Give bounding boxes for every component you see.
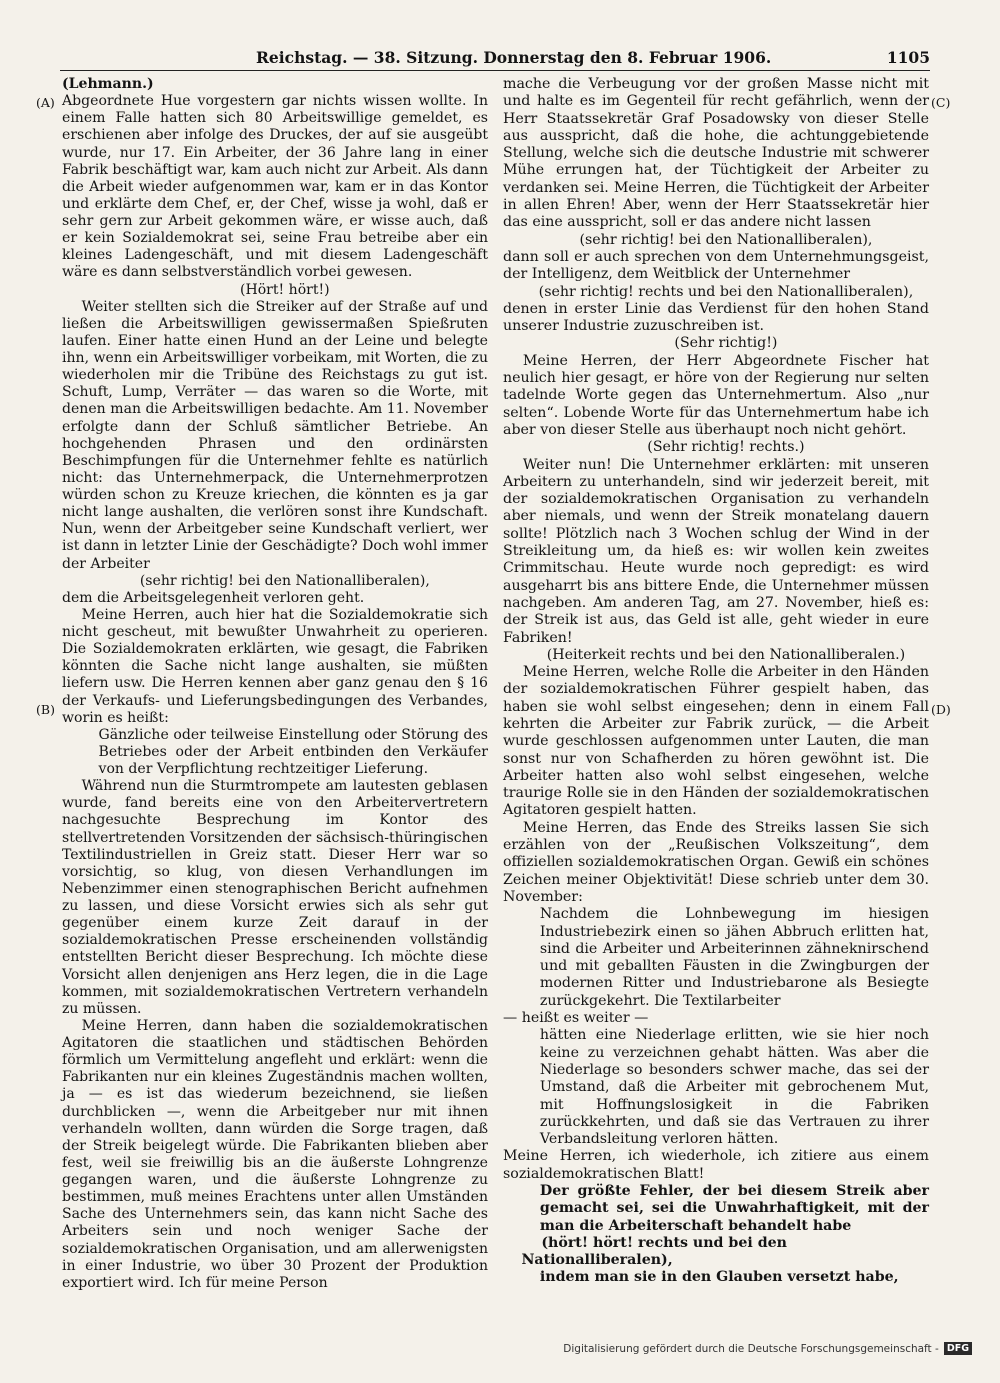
paragraph: — heißt es weiter — xyxy=(503,1010,649,1027)
page-header xyxy=(60,48,930,72)
quotation: Der größte Fehler, der bei diesem Streik aber gemacht sei, sei die Unwahrhaftigkeit, mit der man die Arbeiterschaft behandelt habe xyxy=(539,1183,929,1234)
margin-marker-a: (A) xyxy=(36,95,55,110)
paragraph: Weiter nun! Die Unternehmer erklärten: mit unseren Arbeitern zu unterhandeln, sind wir jederzeit bereit, mit der sozialdemokratischen Organisation zu verhandeln aber niemals, und wenn der Streik monatelang dauern sollte! Plötzlich nach 3 Wochen schlug der Wind in der Streikleitung um, da hieß es: wir wollen kein zweites Crimmitschau. Heute wurde noch gepredigt: es wird ausgeharrt bis ans bittere Ende, die Unternehmer müssen nachgeben. Am anderen Tag, am 27. November, hieß es: der Streik ist aus, das Geld ist alle, geht wieder in eure Fabriken! xyxy=(503,456,929,646)
margin-marker-d: (D) xyxy=(931,702,951,717)
paragraph: denen in erster Linie das Verdienst für den hohen Stand unserer Industrie zuzuschreiben ist. xyxy=(503,300,929,335)
header-rule xyxy=(60,70,930,71)
quotation: Gänzliche oder teilweise Einstellung oder Störung des Betriebes oder der Arbeit entbinden den Verkäufer von der Verpflichtung rechtzeitiger Lieferung. xyxy=(98,726,488,777)
paragraph: Weiter stellten sich die Streiker auf der Straße auf und ließen die Arbeitswilligen gewissermaßen Spießruten laufen. Einer hatte einen Hund an der Leine und belegte ihn, wenn ein Arbeitswilliger vorbeikam, mit Worten, die zu wiederholen mir die Tribüne des Reichstags zu gut ist. Schuft, Lump, Verräter — das waren so die Worte, mit denen man die Arbeitswilligen bedachte. Am 11. November erfolgte dann der Schluß sämtlicher Betriebe. An hochgehenden Phrasen und den ordinärsten Beschimpfungen für die Unternehmer fehlte es natürlich nicht: das Unternehmerpack, die Unternehmerprotzen würden schon zu Kreuze kriechen, die könnten es ja gar nicht lange aushalten, die verlören sonst ihre Kundschaft. Nun, wenn der Arbeitgeber seine Kundschaft verliert, wer ist dann in letzter Linie der Geschädigte? Doch wohl immer der Arbeiter xyxy=(62,298,488,572)
paragraph: dem die Arbeitsgelegenheit verloren geht. xyxy=(62,589,365,606)
paragraph: Abgeordnete Hue vorgestern gar nichts wissen wollte. In einem Falle hatten sich 80 Arbeitswillige gemeldet, es erschienen aber infolge des Druckes, der auf sie ausgeübt wurde, nur 17. Ein Arbeiter, der 36 Jahre lang in einer Fabrik beschäftigt war, kam auch nicht zur Arbeit. Als dann die Arbeit wieder aufgenommen war, kam er in das Kontor und erklärte dem Chef, er, der Chef, wisse ja wohl, daß er sehr gern zur Arbeit gekommen wäre, er wisse auch, daß er kein Sozialdemokrat sei, seine Frau betreibe aber ein kleines Ladengeschäft, und mit diesem Ladengeschäft wäre es dann selbstverständlich vorbei gewesen. xyxy=(62,93,488,281)
paragraph: Meine Herren, der Herr Abgeordnete Fischer hat neulich hier gesagt, er höre von der Regierung nur selten tadelnde Worte gegen das Unternehmertum. Also „nur selten“. Lobende Worte für das Unternehmertum habe ich aber von dieser Stelle aus überhaupt noch nicht gehört. xyxy=(503,352,929,438)
paragraph: dann soll er auch sprechen von dem Unternehmungsgeist, der Intelligenz, dem Weitblick der Unternehmer xyxy=(503,248,929,283)
quotation: Nachdem die Lohnbewegung im hiesigen Industriebezirk einen so jähen Abbruch erlitten hat, sind die Arbeiter und Arbeiterinnen zähneknirschend und mit geballten Fäusten in die Zwingburgen der modernen Ritter und Industriebarone als Besiegte zurückgekehrt. Die Textilarbeiter xyxy=(539,906,929,1009)
right-column xyxy=(503,76,929,1287)
paragraph: Meine Herren, ich wiederhole, ich zitiere aus einem sozialdemokratischen Blatt! xyxy=(503,1148,929,1182)
quotation: indem man sie in den Glauben versetzt habe, xyxy=(539,1269,899,1286)
footer-text: Digitalisierung gefördert durch die Deutsche Forschungsgemeinschaft - xyxy=(563,1342,939,1355)
quotation: hätten eine Niederlage erlitten, wie sie hier noch keine zu verzeichnen gehabt hätten. Was aber die Niederlage so besonders schwer mache, das sei der Umstand, daß die Arbeiter mit gebrochenem Mut, mit Hoffnungslosigkeit in die Fabriken zurückkehrten, und daß sie das Vertrauen zu ihrer Verbandsleitung verloren hätten. xyxy=(539,1027,929,1148)
paragraph: mache die Verbeugung vor der großen Masse nicht mit und halte es im Gegenteil für recht gefährlich, wenn der Herr Staatssekretär Graf Posadowsky von dieser Stelle aus ausspricht, daß die hohe, die achtunggebietende Stellung, welche sich die deutsche Industrie mit schwerer Mühe errungen hat, der Tüchtigkeit der Arbeiter zu verdanken sei. Meine Herren, die Tüchtigkeit der Arbeiter in allen Ehren! Aber, wenn der Herr Staatssekretär hier das eine ausspricht, soll er das andere nicht lassen xyxy=(503,76,929,231)
paragraph: Während nun die Sturmtrompete am lautesten geblasen wurde, fand bereits eine von den Arbeitervertretern nachgesuchte Besprechung im Kontor des stellvertretenden Vorsitzenden der sächsisch-thüringischen Textilindustriellen in Greiz statt. Dieser Herr war so vorsichtig, so klug, von diesen Verhandlungen im Nebenzimmer einen stenographischen Bericht aufnehmen zu lassen, und diese Vorsicht erwies sich als sehr gut gegenüber einem kurze Zeit darauf in der sozialdemokratischen Presse erscheinenden vollständig entstellten Bericht dieser Besprechung. Ich möchte diese Vorsicht allen denjenigen ans Herz legen, die in die Lage kommen, mit sozialdemokratischen Vertretern verhandeln zu müssen. xyxy=(62,778,488,1017)
paragraph: Meine Herren, dann haben die sozialdemokratischen Agitatoren die staatlichen und städtischen Behörden förmlich um Vermittelung angefleht und erklärt: wenn die Fabrikanten nur ein kleines Zugeständnis machen wollten, ja — es ist das wiederum bezeichnend, sie ließen durchblicken —, wenn die Arbeitgeber nur mit ihnen verhandeln wollten, dann würden die Sorge tragen, daß der Streik beigelegt würde. Die Fabrikanten blieben aber fest, weil sie freiwillig bis an die äußerste Lohngrenze gegangen waren, und die äußerste Lohngrenze zu bestimmen, muß meines Erachtens unter allen Umständen Sache des Unternehmers sein, das kann nicht Sache des Arbeiters sein und noch weniger Sache der sozialdemokratischen Organisation, und am allerwenigsten in einer Industrie, wo über 30 Prozent der Produktion exportiert wird. Ich für meine Person xyxy=(62,1017,488,1291)
interjection: (sehr richtig! bei den Nationalliberalen), xyxy=(139,572,430,589)
interjection: (Sehr richtig! rechts.) xyxy=(647,439,805,456)
paragraph: Meine Herren, welche Rolle die Arbeiter in den Händen der sozialdemokratischen Führer gespielt haben, das haben sie wohl selbst eingesehen; denn in einem Fall kehrten die Arbeiter zur Fabrik zurück, — die Arbeit wurde geschlossen aufgenommen unter Lauten, die man sonst nur von Schafherden zu hören gewöhnt ist. Die Arbeiter hatten also wohl selbst eingesehen, welche traurige Rolle sie in den Händen der sozialdemokratischen Agitatoren gespielt hatten. xyxy=(503,664,929,819)
digitization-footer xyxy=(563,1342,972,1355)
margin-marker-c: (C) xyxy=(931,95,951,110)
dfg-logo: DFG xyxy=(944,1342,972,1355)
running-head: Reichstag. — 38. Sitzung. Donnerstag den 8. Februar 1906. xyxy=(256,48,772,67)
page-number: 1105 xyxy=(886,48,930,67)
interjection: (sehr richtig! bei den Nationalliberalen), xyxy=(579,231,873,248)
interjection: (Sehr richtig!) xyxy=(674,335,778,352)
margin-marker-b: (B) xyxy=(36,702,55,717)
paragraph: Meine Herren, auch hier hat die Sozialdemokratie sich nicht gescheut, mit bewußter Unwahrheit zu operieren. Die Sozialdemokraten erklärten, wie gesagt, die Fabriken könnten die Sache nicht lange aushalten, sie müßten liefern usw. Die Herren kennen aber ganz genau den § 16 der Verkaufs- und Lieferungsbedingungen des Verbandes, worin es heißt: xyxy=(62,606,488,726)
interjection: (Hört! hört!) xyxy=(240,281,330,298)
interjection: (hört! hört! rechts und bei den Nationalliberalen), xyxy=(521,1234,787,1269)
left-column xyxy=(62,76,488,1292)
interjection: (Heiterkeit rechts und bei den Nationalliberalen.) xyxy=(546,646,906,663)
interjection: (sehr richtig! rechts und bei den Nationalliberalen), xyxy=(538,283,914,300)
speaker-name: (Lehmann.) xyxy=(62,76,154,92)
paragraph: Meine Herren, das Ende des Streiks lassen Sie sich erzählen von der „Reußischen Volkszeitung“, dem offiziellen sozialdemokratischen Organ. Gewiß ein schönes Zeichen meiner Objektivität! Diese schrieb unter dem 30. November: xyxy=(503,819,929,905)
